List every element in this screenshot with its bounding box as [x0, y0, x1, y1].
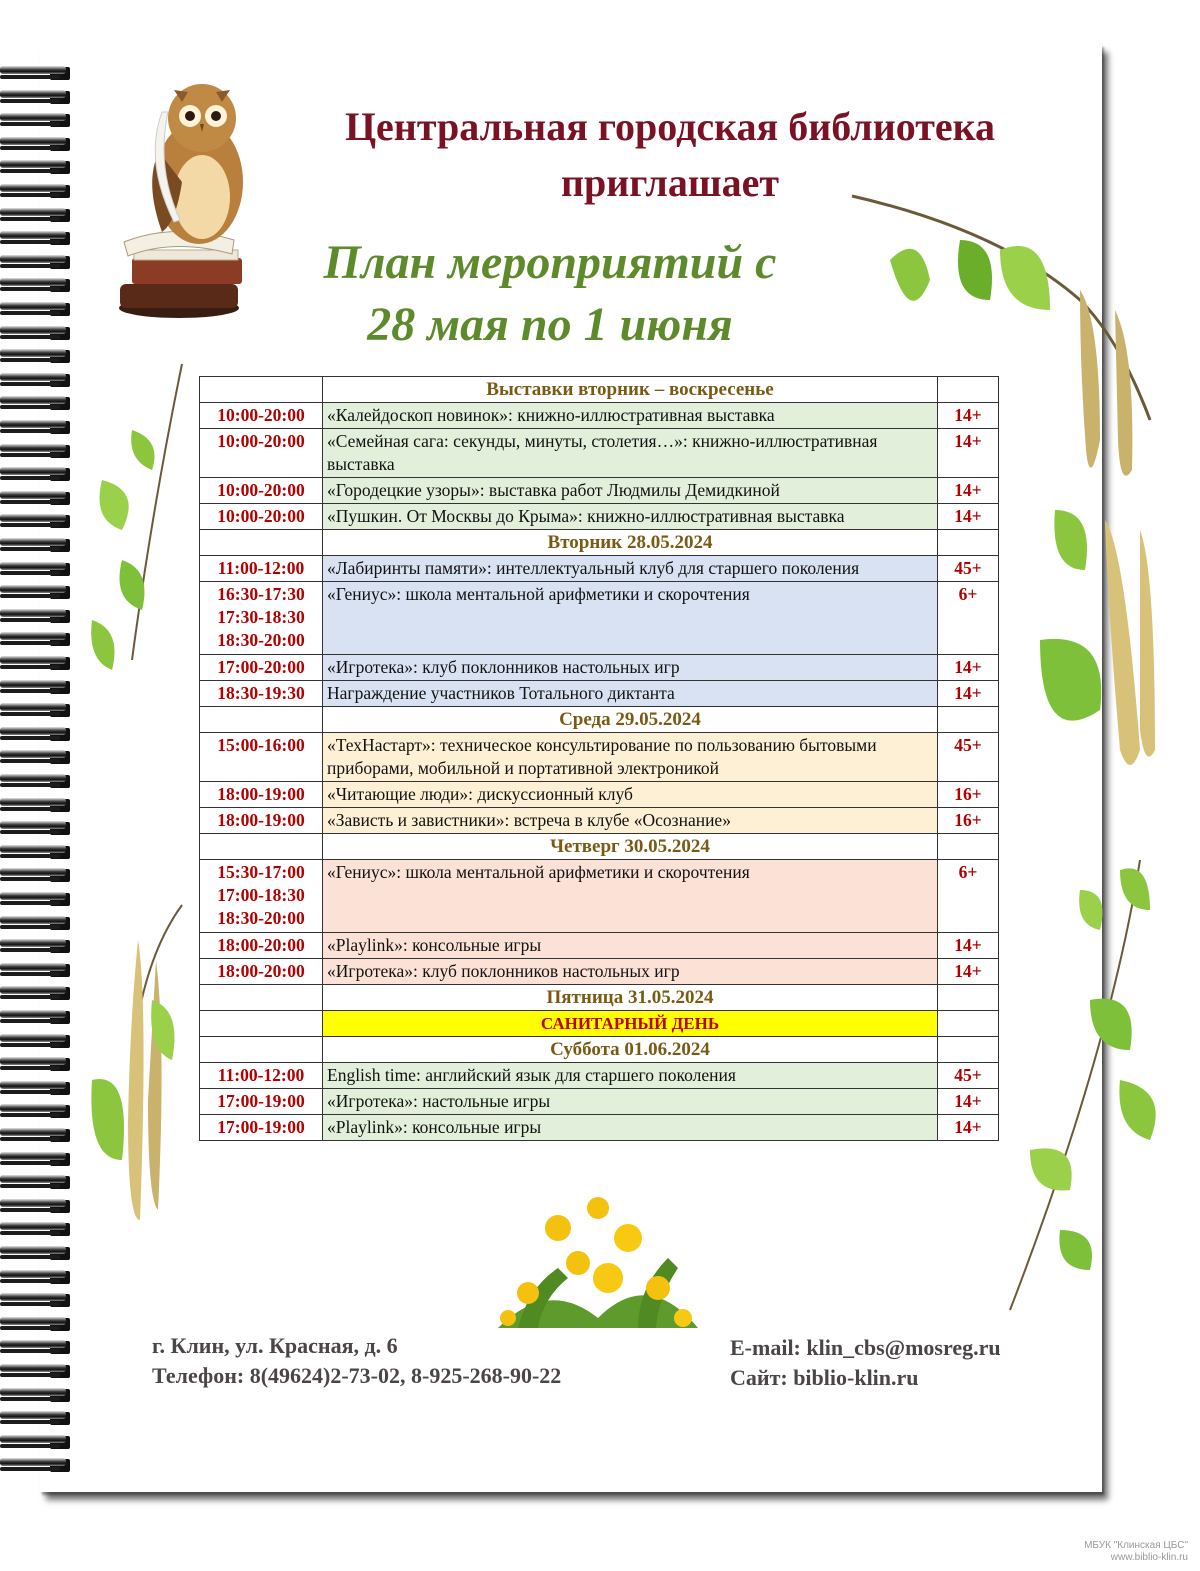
binding-ring — [0, 864, 80, 886]
event-description: «Гениус»: школа ментальной арифметики и скорочтения — [323, 860, 938, 933]
binding-ring — [0, 1360, 80, 1382]
binding-ring — [0, 180, 80, 202]
birch-branch-bottom-right — [1000, 850, 1180, 1330]
event-time-cell — [200, 504, 323, 530]
event-time: 17:00-18:30 — [217, 885, 305, 905]
library-email: E-mail: klin_cbs@mosreg.ru — [730, 1335, 1001, 1360]
day-header: Вторник 28.05.2024 — [323, 530, 938, 556]
day-header-row — [200, 834, 999, 860]
event-time: 10:00-20:00 — [217, 506, 305, 526]
day-header: САНИТАРНЫЙ ДЕНЬ — [323, 1011, 938, 1037]
day-header-row — [200, 1037, 999, 1063]
age-rating: 14+ — [938, 655, 999, 681]
event-time-cell — [200, 808, 323, 834]
binding-ring — [0, 1454, 80, 1476]
binding-ring — [0, 723, 80, 745]
empty-cell — [200, 707, 323, 733]
binding-ring — [0, 440, 80, 462]
day-header: Среда 29.05.2024 — [323, 707, 938, 733]
empty-cell — [938, 1011, 999, 1037]
age-rating: 14+ — [938, 1115, 999, 1141]
binding-ring — [0, 487, 80, 509]
event-time: 18:00-19:00 — [217, 810, 305, 830]
library-address: г. Клин, ул. Красная, д. 6 — [152, 1333, 398, 1358]
library-phone: Телефон: 8(49624)2-73-02, 8-925-268-90-22 — [152, 1363, 562, 1388]
binding-ring — [0, 109, 80, 131]
event-row — [200, 1115, 999, 1141]
empty-cell — [200, 530, 323, 556]
event-description: «ТехНастарт»: техническое консультирование по пользованию бытовыми приборами, мобильной и портативной электроникой — [323, 733, 938, 782]
event-time-cell — [200, 959, 323, 985]
binding-ring — [0, 770, 80, 792]
event-description: «Игротека»: клуб поклонников настольных игр — [323, 959, 938, 985]
event-time: 17:00-20:00 — [217, 657, 305, 677]
age-rating: 14+ — [938, 681, 999, 707]
event-row — [200, 1063, 999, 1089]
age-rating: 16+ — [938, 808, 999, 834]
event-time: 10:00-20:00 — [217, 431, 305, 451]
event-time: 11:00-12:00 — [217, 558, 305, 578]
binding-ring — [0, 416, 80, 438]
event-row — [200, 582, 999, 655]
event-row — [200, 933, 999, 959]
binding-ring — [0, 1218, 80, 1240]
age-rating: 14+ — [938, 1089, 999, 1115]
plan-subtitle-line1: План мероприятий с — [323, 236, 777, 289]
binding-ring — [0, 1407, 80, 1429]
binding-ring — [0, 1266, 80, 1288]
event-row — [200, 504, 999, 530]
event-description: «Игротека»: настольные игры — [323, 1089, 938, 1115]
empty-cell — [938, 530, 999, 556]
empty-cell — [200, 1011, 323, 1037]
binding-ring — [0, 628, 80, 650]
age-rating: 45+ — [938, 733, 999, 782]
event-time-cell — [200, 1115, 323, 1141]
event-row — [200, 808, 999, 834]
event-description: «Калейдоскоп новинок»: книжно-иллюстративная выставка — [323, 403, 938, 429]
binding-ring — [0, 935, 80, 957]
binding-ring — [0, 510, 80, 532]
event-time: 15:00-16:00 — [217, 735, 305, 755]
event-description: «Playlink»: консольные игры — [323, 933, 938, 959]
event-time: 16:30-17:30 — [217, 584, 305, 604]
binding-ring — [0, 1171, 80, 1193]
event-row — [200, 429, 999, 478]
empty-cell — [938, 1037, 999, 1063]
event-time: 17:00-19:00 — [217, 1117, 305, 1137]
event-time: 18:00-19:00 — [217, 784, 305, 804]
event-time-cell — [200, 403, 323, 429]
binding-ring — [0, 1242, 80, 1264]
binding-ring — [0, 817, 80, 839]
event-row — [200, 1089, 999, 1115]
binding-ring — [0, 1431, 80, 1453]
library-site: Сайт: biblio-klin.ru — [730, 1365, 919, 1390]
binding-ring — [0, 298, 80, 320]
binding-ring — [0, 227, 80, 249]
event-time-cell — [200, 681, 323, 707]
age-rating: 14+ — [938, 403, 999, 429]
age-rating: 6+ — [938, 582, 999, 655]
binding-ring — [0, 1053, 80, 1075]
binding-ring — [0, 133, 80, 155]
binding-ring — [0, 1077, 80, 1099]
events-schedule-table — [199, 376, 999, 1141]
binding-ring — [0, 1313, 80, 1335]
event-time: 18:00-20:00 — [217, 961, 305, 981]
watermark — [1084, 1540, 1188, 1564]
empty-cell — [200, 985, 323, 1011]
binding-ring — [0, 204, 80, 226]
event-time: 10:00-20:00 — [217, 480, 305, 500]
empty-cell — [938, 707, 999, 733]
event-time-cell — [200, 782, 323, 808]
event-description: «Зависть и завистники»: встреча в клубе «Осознание» — [323, 808, 938, 834]
event-time: 18:30-20:00 — [217, 630, 305, 650]
age-rating: 45+ — [938, 1063, 999, 1089]
owl-illustration — [104, 72, 254, 322]
event-time-cell — [200, 933, 323, 959]
age-rating: 14+ — [938, 933, 999, 959]
event-description: «Пушкин. От Москвы до Крыма»: книжно-иллюстративная выставка — [323, 504, 938, 530]
event-time-cell — [200, 478, 323, 504]
binding-ring — [0, 392, 80, 414]
event-time: 17:00-19:00 — [217, 1091, 305, 1111]
event-row — [200, 655, 999, 681]
spiral-binding — [0, 62, 82, 1502]
binding-ring — [0, 534, 80, 556]
event-row — [200, 478, 999, 504]
binding-ring — [0, 1148, 80, 1170]
event-description: «Игротека»: клуб поклонников настольных игр — [323, 655, 938, 681]
event-row — [200, 733, 999, 782]
empty-cell — [938, 985, 999, 1011]
binding-ring — [0, 1100, 80, 1122]
event-description: «Семейная сага: секунды, минуты, столетия…»: книжно-иллюстративная выставка — [323, 429, 938, 478]
binding-ring — [0, 581, 80, 603]
binding-ring — [0, 62, 80, 84]
binding-ring — [0, 369, 80, 391]
binding-ring — [0, 699, 80, 721]
binding-ring — [0, 274, 80, 296]
event-time-cell — [200, 733, 323, 782]
binding-ring — [0, 1384, 80, 1406]
empty-cell — [200, 834, 323, 860]
event-description: «Лабиринты памяти»: интеллектуальный клуб для старшего поколения — [323, 556, 938, 582]
event-time: 11:00-12:00 — [217, 1065, 305, 1085]
binding-ring — [0, 676, 80, 698]
event-description: «Playlink»: консольные игры — [323, 1115, 938, 1141]
event-time: 15:30-17:00 — [217, 862, 305, 882]
page-title-line2: приглашает — [560, 160, 780, 205]
watermark-line1: МБУК "Клинская ЦБС" — [1084, 1540, 1188, 1551]
binding-ring — [0, 86, 80, 108]
event-row — [200, 403, 999, 429]
binding-ring — [0, 558, 80, 580]
binding-ring — [0, 841, 80, 863]
event-time: 10:00-20:00 — [217, 405, 305, 425]
binding-ring — [0, 912, 80, 934]
age-rating: 45+ — [938, 556, 999, 582]
empty-cell — [938, 377, 999, 403]
event-time: 18:00-20:00 — [217, 935, 305, 955]
day-header-row — [200, 707, 999, 733]
day-header-row — [200, 377, 999, 403]
event-time: 17:30-18:30 — [217, 607, 305, 627]
watermark-line2: www.biblio-klin.ru — [1110, 1552, 1188, 1563]
binding-ring — [0, 322, 80, 344]
binding-ring — [0, 1124, 80, 1146]
binding-ring — [0, 652, 80, 674]
binding-ring — [0, 605, 80, 627]
binding-ring — [0, 959, 80, 981]
binding-ring — [0, 1030, 80, 1052]
page-title-line1: Центральная городская библиотека — [344, 104, 996, 149]
event-row — [200, 681, 999, 707]
birch-branch-left — [82, 360, 192, 1240]
empty-cell — [938, 834, 999, 860]
day-header: Выставки вторник – воскресенье — [323, 377, 938, 403]
binding-ring — [0, 156, 80, 178]
binding-ring — [0, 746, 80, 768]
event-description: Награждение участников Тотального диктанта — [323, 681, 938, 707]
event-time-cell — [200, 1063, 323, 1089]
age-rating: 14+ — [938, 504, 999, 530]
binding-ring — [0, 345, 80, 367]
age-rating: 14+ — [938, 959, 999, 985]
event-row — [200, 782, 999, 808]
binding-ring — [0, 888, 80, 910]
binding-ring — [0, 1006, 80, 1028]
binding-ring — [0, 1195, 80, 1217]
binding-ring — [0, 1289, 80, 1311]
age-rating: 6+ — [938, 860, 999, 933]
event-description: «Городецкие узоры»: выставка работ Людмилы Демидкиной — [323, 478, 938, 504]
event-description: «Гениус»: школа ментальной арифметики и скорочтения — [323, 582, 938, 655]
event-description: «Читающие люди»: дискуссионный клуб — [323, 782, 938, 808]
empty-cell — [200, 1037, 323, 1063]
empty-cell — [200, 377, 323, 403]
event-time-cell — [200, 556, 323, 582]
event-time-cell — [200, 860, 323, 933]
binding-ring — [0, 982, 80, 1004]
event-description: English time: английский язык для старшего поколения — [323, 1063, 938, 1089]
dandelion-illustration — [488, 1188, 708, 1338]
age-rating: 14+ — [938, 478, 999, 504]
binding-ring — [0, 251, 80, 273]
day-header-row — [200, 530, 999, 556]
event-time-cell — [200, 582, 323, 655]
event-row — [200, 556, 999, 582]
age-rating: 14+ — [938, 429, 999, 478]
day-header: Суббота 01.06.2024 — [323, 1037, 938, 1063]
event-time-cell — [200, 429, 323, 478]
event-time: 18:30-20:00 — [217, 908, 305, 928]
day-header: Четверг 30.05.2024 — [323, 834, 938, 860]
event-row — [200, 860, 999, 933]
event-row — [200, 959, 999, 985]
event-time-cell — [200, 655, 323, 681]
binding-ring — [0, 794, 80, 816]
day-header-row — [200, 1011, 999, 1037]
age-rating: 16+ — [938, 782, 999, 808]
event-time-cell — [200, 1089, 323, 1115]
day-header-row — [200, 985, 999, 1011]
event-time: 18:30-19:30 — [217, 683, 305, 703]
binding-ring — [0, 463, 80, 485]
day-header: Пятница 31.05.2024 — [323, 985, 938, 1011]
plan-subtitle-line2: 28 мая по 1 июня — [367, 298, 733, 351]
binding-ring — [0, 1336, 80, 1358]
